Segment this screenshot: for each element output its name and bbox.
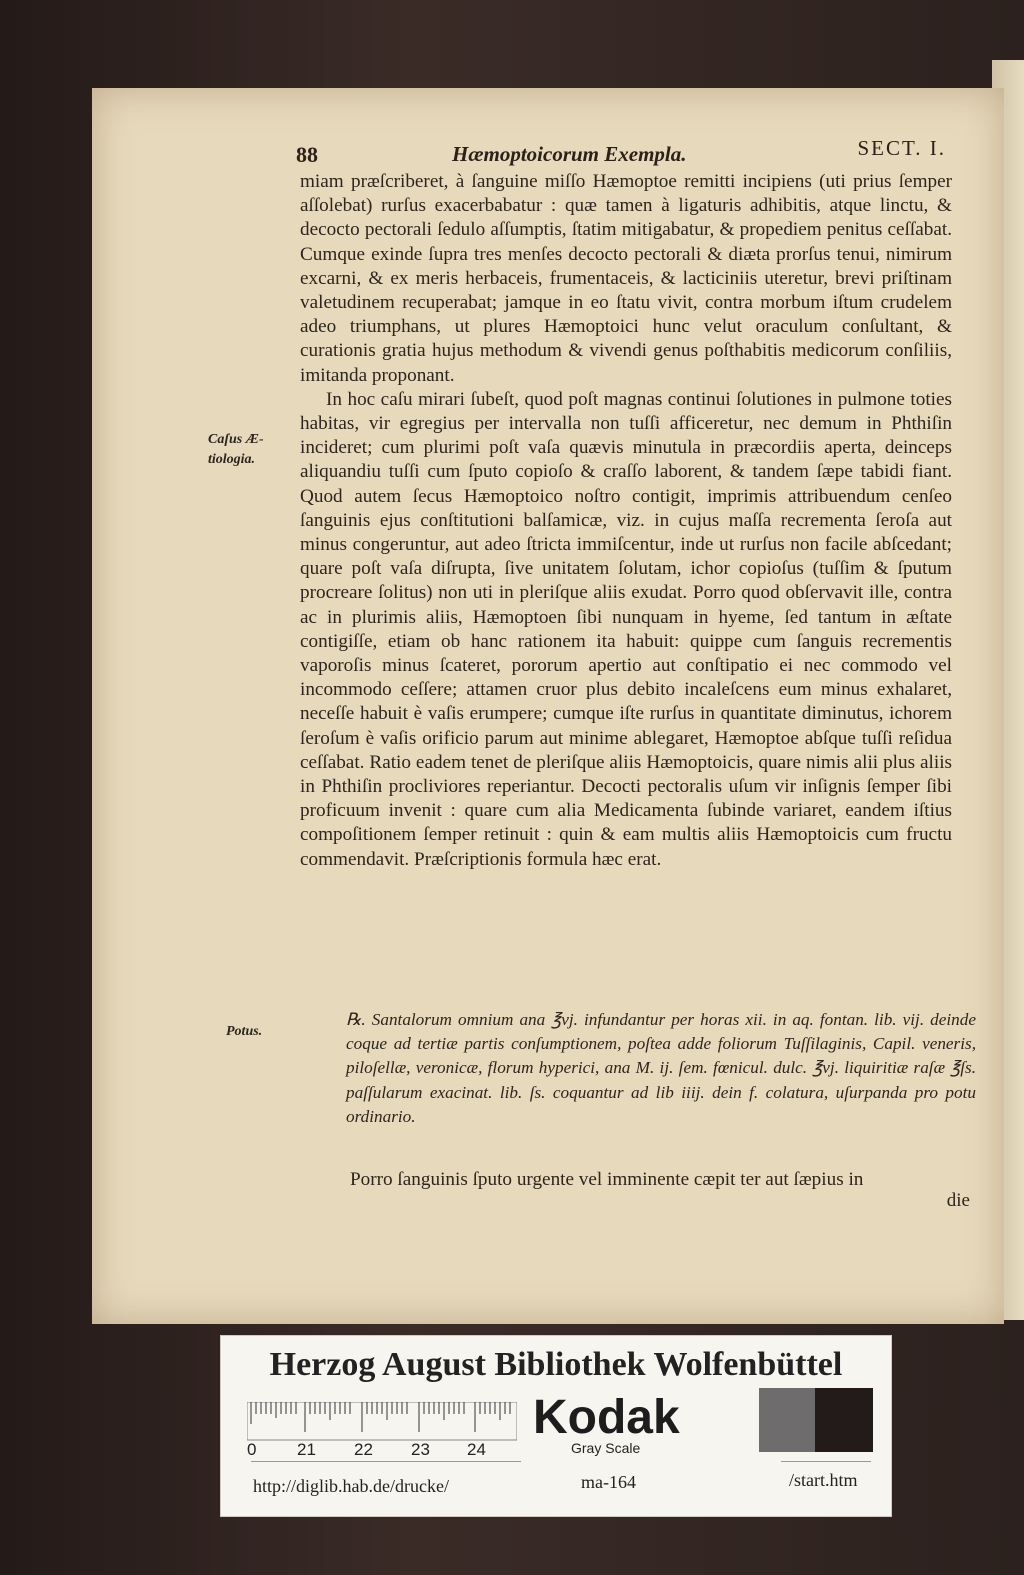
separator-right	[781, 1461, 871, 1462]
page-number: 88	[296, 142, 318, 167]
running-title: Hæmoptoicorum Exempla.	[452, 142, 687, 166]
catchword: die	[946, 1190, 970, 1211]
ruler-label-21: 21	[297, 1440, 316, 1459]
page-header	[296, 136, 946, 170]
main-text	[300, 170, 952, 872]
ruler-label-24: 24	[467, 1440, 486, 1459]
gray-scale-label: Gray Scale	[571, 1440, 641, 1456]
gray-swatch-mid	[759, 1388, 815, 1452]
shelfmark: ma-164	[581, 1472, 636, 1492]
ruler-labels	[247, 1440, 527, 1462]
ruler-label-0: 0	[247, 1440, 257, 1459]
margin-note-potus: Potus.	[226, 1024, 263, 1039]
url-suffix: /start.htm	[789, 1470, 858, 1490]
library-title: Herzog August Bibliothek Wolfenbüttel	[269, 1346, 843, 1383]
kodak-logo: Kodak	[533, 1391, 680, 1444]
margin-note-line-2: tiologia.	[208, 452, 256, 467]
recipe-block: ℞. Santalorum omnium ana ℥vj. infundantur per horas xii. in aq. fontan. lib. vij. deinde coque ad tertiæ partis conſumptionem, poſtea adde foliorum Tuſſilaginis, Capil. veneris, piloſellæ, veronicæ, florum hyperici, ana M. ij. ſem. fœnicul. dulc. ℥vj. liquiritiæ raſæ ℥ſs. paſſularum exacinat. lib. ſs. coquantur ad lib iiij. dein f. colatura, uſurpanda pro potu ordinario.	[346, 1010, 976, 1126]
closing-line: Porro ſanguinis ſputo urgente vel imminente cæpit ter aut ſæpius in	[350, 1169, 864, 1190]
ruler-label-22: 22	[354, 1440, 373, 1459]
separator-left	[251, 1461, 521, 1462]
ruler-label-23: 23	[411, 1440, 430, 1459]
url-prefix: http://diglib.hab.de/drucke/	[253, 1476, 449, 1496]
section-label: SECT. I.	[857, 136, 946, 160]
paragraph-1: miam præſcriberet, à ſanguine miſſo Hæmoptoe remitti incipiens (uti prius ſemper aſſolebat) rurſus exacerbabatur : quæ tamen à ligaturis adhibitis, atque linctu, & decocto pectorali ſedulo aſſumptis, ſtatim mitigabatur, & propediem penitus ceſſabat. Cumque exinde ſupra tres menſes decocto pectorali & diæta prorſus tenui, nimirum excarni, & ex meris herbaceis, frumentaceis, & lacticiniis uteretur, brevi priſtinam valetudinem recuperabat; jamque in eo ſtatu vivit, contra morbum iſtum crudelem adeo triumphans, ut plures Hæmoptoici hunc velut oraculum conſultant, & curationis gratia hujus methodum & vivendi genus poſthabitis medicorum conſiliis, imitanda proponant.	[300, 171, 952, 386]
margin-note-line-1: Caſus Æ-	[208, 432, 264, 447]
gray-swatch-dark	[815, 1388, 873, 1452]
margin-note-casus	[208, 430, 264, 470]
color-target-card	[220, 1335, 892, 1517]
paragraph-2: In hoc caſu mirari ſubeſt, quod poſt magnas continui ſolutiones in pulmone toties habitas, vir egregius per intervalla non tuſſi afficeretur, nec demum in Phthiſin incideret; cum plurimi poſt vaſa quævis minutula in præcordiis aperta, deinceps aliquandiu tuſſi cum ſputo copioſo & craſſo laborent, & tandem ſæpe tabidi fiant. Quod autem ſecus Hæmoptoico noſtro contigit, imprimis attribuendum cenſeo ſanguinis ejus conſtitutioni balſamicæ, viz. in cujus maſſa recrementa ſeroſa aut minus congeruntur, aut adeo ſtricta immiſcentur, inde ut rurſus non facile abſcedant; quare poſt vaſa diſrupta, ſive unitatem ſolutam, ichor copioſus (tuſſim & ſputum procreare ſolitus) non uti in pleriſque aliis exudat. Porro quod obſervavit ille, contra ac in plurimis aliis, Hæmoptoen ſibi nunquam in hyeme, ſed tantum in æſtate contigiſſe, etiam ob hanc rationem ita habuit: quippe cum ſanguis recrementis vaporoſis minus ſcateret, pororum apertio aut conſtipatio ei nec commodo vel incommodo ceſſere; attamen cruor plus debito incaleſcens eum minus exhalaret, neceſſe habuit è vaſis erumpere; cumque iſte rurſus in quantitate diminutus, ichorem ſeroſum è vaſis orificio parum aut minime ablegaret, Hæmoptoe abſque tuſſi reſidua ceſſabat. Ratio eadem tenet de pleriſque aliis Hæmoptoicis, quare nimis alii plus aliis in Phthiſin procliviores reperiantur. Decocti pectoralis uſum vir inſignis ſemper ſibi proficuum invenit : quare cum alia Medicamenta ſubinde variaret, eandem iſtius compoſitionem ſemper retinuit : quin & eam multis aliis Hæmoptoicis cum fructu commendavit. Præſcriptionis formula hæc erat.	[300, 388, 952, 870]
